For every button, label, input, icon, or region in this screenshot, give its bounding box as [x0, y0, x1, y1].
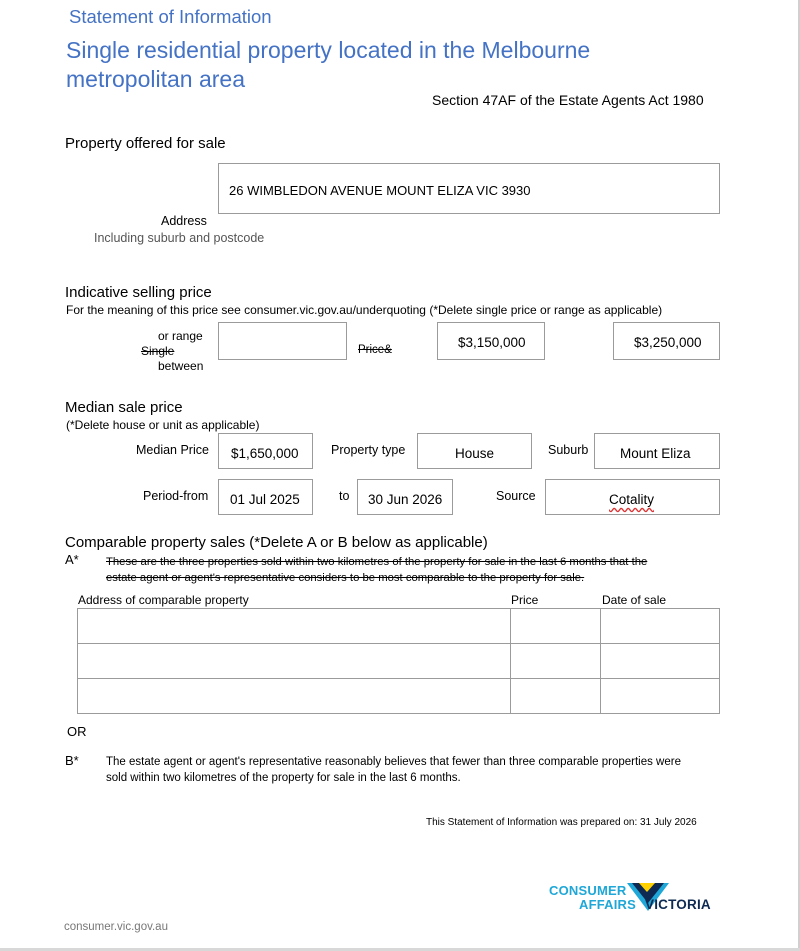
table-row: [78, 679, 720, 714]
address-value: 26 WIMBLEDON AVENUE MOUNT ELIZA VIC 3930: [229, 183, 531, 198]
single-label: Single: [141, 344, 175, 358]
comparable-section-title: Comparable property sales (*Delete A or B below as applicable): [65, 534, 488, 551]
single-price-field[interactable]: [218, 322, 347, 360]
to-label: to: [339, 489, 350, 503]
option-a-marker: A*: [65, 552, 79, 567]
median-note: (*Delete house or unit as applicable): [66, 418, 260, 432]
date-cell[interactable]: [601, 679, 720, 714]
range-high-value: $3,250,000: [634, 335, 702, 350]
suburb-label: Suburb: [548, 443, 589, 457]
or-range-label: or range: [158, 329, 203, 343]
logo-affairs-text: AFFAIRS: [579, 897, 637, 912]
page-title-line1: Single residential property located in the Melbourne: [66, 37, 591, 63]
suburb-value: Mount Eliza: [620, 446, 691, 461]
period-from-value: 01 Jul 2025: [230, 492, 300, 507]
option-a-text-line1: These are the three properties sold within two kilometres of the property for sale in the last 6 months that the: [106, 556, 648, 568]
date-cell[interactable]: [601, 644, 720, 679]
between-label: between: [158, 359, 204, 373]
property-type-field[interactable]: [417, 433, 532, 469]
logo-victoria-text: VICTORIA: [645, 897, 711, 912]
price-cell[interactable]: [511, 679, 601, 714]
source-label: Source: [496, 489, 536, 503]
selling-price-note: For the meaning of this price see consumer.vic.gov.au/underquoting (*Delete single price or range as applicable): [66, 303, 663, 317]
page-title-line2: metropolitan area: [66, 66, 245, 92]
table-row: [78, 609, 720, 644]
col-price-header: Price: [511, 593, 539, 607]
median-price-value: $1,650,000: [231, 446, 299, 461]
statement-title: Statement of Information: [69, 6, 272, 27]
option-a-text: [106, 554, 647, 586]
property-section-title: Property offered for sale: [65, 135, 226, 152]
range-low-field[interactable]: [437, 322, 545, 360]
logo-consumer-text: CONSUMER: [549, 883, 627, 898]
comparable-sales-table: [77, 608, 720, 714]
address-field[interactable]: [218, 163, 720, 214]
period-to-field[interactable]: [357, 479, 453, 515]
col-date-header: Date of sale: [602, 593, 667, 607]
page-title: [66, 36, 590, 94]
act-reference: Section 47AF of the Estate Agents Act 1980: [432, 92, 704, 108]
period-from-field[interactable]: [218, 479, 313, 515]
address-label: Address: [161, 214, 207, 228]
option-b-text-line1: The estate agent or agent's representative reasonably believes that fewer than three comparable properties were: [106, 756, 681, 768]
prepared-on-text: This Statement of Information was prepared on: 31 July 2026: [426, 817, 697, 828]
period-from-label: Period-from: [143, 489, 209, 503]
option-b-text: [106, 754, 681, 786]
option-b-marker: B*: [65, 753, 79, 768]
website-link[interactable]: consumer.vic.gov.au: [64, 921, 168, 933]
price-cell[interactable]: [511, 644, 601, 679]
property-type-label: Property type: [331, 443, 406, 457]
source-value: Cotality: [609, 492, 655, 507]
range-low-value: $3,150,000: [458, 335, 526, 350]
median-section-title: Median sale price: [65, 399, 183, 416]
col-address-header: Address of comparable property: [78, 593, 249, 607]
selling-price-section-title: Indicative selling price: [65, 284, 212, 301]
address-cell[interactable]: [78, 609, 511, 644]
source-field[interactable]: [545, 479, 720, 515]
price-and-label: Price&: [358, 344, 392, 356]
table-row: [78, 644, 720, 679]
median-price-label: Median Price: [136, 443, 209, 457]
median-price-field[interactable]: [218, 433, 313, 469]
price-cell[interactable]: [511, 609, 601, 644]
option-b-text-line2: sold within two kilometres of the property for sale in the last 6 months.: [106, 772, 461, 784]
address-sub-label: Including suburb and postcode: [94, 231, 265, 245]
date-cell[interactable]: [601, 609, 720, 644]
consumer-affairs-victoria-logo: [549, 883, 724, 915]
address-cell[interactable]: [78, 644, 511, 679]
range-high-field[interactable]: [613, 322, 720, 360]
suburb-field[interactable]: [594, 433, 720, 469]
or-label: OR: [67, 724, 87, 739]
period-to-value: 30 Jun 2026: [368, 492, 443, 507]
address-cell[interactable]: [78, 679, 511, 714]
property-type-value: House: [455, 446, 495, 461]
option-a-text-line2: estate agent or agent's representative considers to be most comparable to the property for sale.: [106, 572, 585, 584]
